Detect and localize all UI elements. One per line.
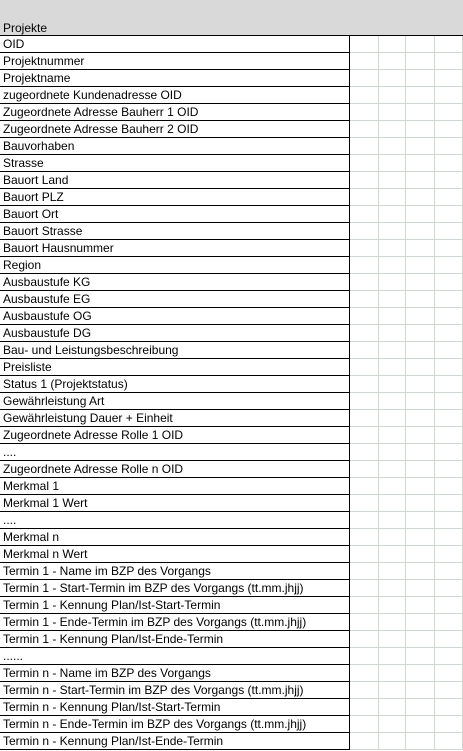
empty-cell[interactable] xyxy=(379,495,406,512)
table-cell[interactable]: Ausbaustufe DG xyxy=(0,325,350,342)
empty-cell[interactable] xyxy=(406,257,435,274)
empty-cell[interactable] xyxy=(435,733,463,750)
empty-cell[interactable] xyxy=(406,155,435,172)
empty-cell[interactable] xyxy=(406,597,435,614)
table-cell[interactable]: Bauort PLZ xyxy=(0,189,350,206)
empty-cell[interactable] xyxy=(379,631,406,648)
empty-cell[interactable] xyxy=(379,189,406,206)
empty-cell[interactable] xyxy=(435,665,463,682)
empty-cell[interactable] xyxy=(406,189,435,206)
table-cell[interactable]: .... xyxy=(0,444,350,461)
empty-cell[interactable] xyxy=(379,274,406,291)
empty-cell[interactable] xyxy=(350,546,379,563)
table-cell[interactable]: Projektname xyxy=(0,70,350,87)
empty-cell[interactable] xyxy=(379,53,406,70)
empty-cell[interactable] xyxy=(406,495,435,512)
empty-cell[interactable] xyxy=(435,291,463,308)
empty-cell[interactable] xyxy=(406,70,435,87)
table-cell[interactable]: Zugeordnete Adresse Bauherr 2 OID xyxy=(0,121,350,138)
empty-cell[interactable] xyxy=(435,631,463,648)
header-cell-projekte[interactable]: Projekte xyxy=(3,21,48,35)
table-row xyxy=(0,291,463,308)
empty-cell[interactable] xyxy=(435,597,463,614)
empty-cell[interactable] xyxy=(350,291,379,308)
empty-cell[interactable] xyxy=(435,274,463,291)
empty-cell[interactable] xyxy=(406,563,435,580)
table-cell[interactable]: Termin 1 - Start-Termin im BZP des Vorgangs (tt.mm.jhjj) xyxy=(0,580,350,597)
empty-cell[interactable] xyxy=(435,376,463,393)
empty-cell[interactable] xyxy=(379,206,406,223)
table-row xyxy=(0,631,463,648)
table-cell[interactable]: Termin n - Name im BZP des Vorgangs xyxy=(0,665,350,682)
empty-cell[interactable] xyxy=(379,478,406,495)
empty-cell[interactable] xyxy=(435,682,463,699)
empty-cell[interactable] xyxy=(406,665,435,682)
empty-cell[interactable] xyxy=(379,546,406,563)
empty-cell[interactable] xyxy=(350,104,379,121)
empty-cell[interactable] xyxy=(379,121,406,138)
table-row xyxy=(0,223,463,240)
empty-cell[interactable] xyxy=(435,121,463,138)
empty-cell[interactable] xyxy=(406,87,435,104)
table-row xyxy=(0,733,463,750)
table-row xyxy=(0,53,463,70)
empty-cell[interactable] xyxy=(406,172,435,189)
table-row xyxy=(0,257,463,274)
empty-cell[interactable] xyxy=(350,716,379,733)
empty-cell[interactable] xyxy=(379,648,406,665)
empty-cell[interactable] xyxy=(406,529,435,546)
empty-cell[interactable] xyxy=(350,580,379,597)
empty-cell[interactable] xyxy=(379,699,406,716)
empty-cell[interactable] xyxy=(435,716,463,733)
table-row xyxy=(0,274,463,291)
empty-cell[interactable] xyxy=(406,36,435,53)
empty-cell[interactable] xyxy=(406,325,435,342)
table-row xyxy=(0,393,463,410)
empty-cell[interactable] xyxy=(435,478,463,495)
empty-cell[interactable] xyxy=(350,36,379,53)
empty-cell[interactable] xyxy=(406,308,435,325)
empty-cell[interactable] xyxy=(406,427,435,444)
table-cell[interactable]: Bauort Land xyxy=(0,172,350,189)
table-row xyxy=(0,325,463,342)
empty-cell[interactable] xyxy=(435,546,463,563)
empty-cell[interactable] xyxy=(350,342,379,359)
empty-cell[interactable] xyxy=(435,529,463,546)
empty-cell[interactable] xyxy=(350,376,379,393)
empty-cell[interactable] xyxy=(350,257,379,274)
table-cell[interactable]: Region xyxy=(0,257,350,274)
empty-cell[interactable] xyxy=(350,427,379,444)
table-cell[interactable]: Merkmal n Wert xyxy=(0,546,350,563)
empty-cell[interactable] xyxy=(379,512,406,529)
table-cell[interactable]: Termin 1 - Kennung Plan/Ist-Ende-Termin xyxy=(0,631,350,648)
empty-cell[interactable] xyxy=(379,427,406,444)
empty-cell[interactable] xyxy=(435,359,463,376)
empty-cell[interactable] xyxy=(435,36,463,53)
empty-cell[interactable] xyxy=(435,257,463,274)
table-cell[interactable]: Termin n - Kennung Plan/Ist-Start-Termin xyxy=(0,699,350,716)
empty-cell[interactable] xyxy=(435,325,463,342)
table-row xyxy=(0,359,463,376)
empty-cell[interactable] xyxy=(350,189,379,206)
empty-cell[interactable] xyxy=(379,393,406,410)
table-cell[interactable]: Merkmal n xyxy=(0,529,350,546)
table-row xyxy=(0,699,463,716)
empty-cell[interactable] xyxy=(379,614,406,631)
table-row xyxy=(0,36,463,53)
table-row xyxy=(0,529,463,546)
empty-cell[interactable] xyxy=(379,308,406,325)
empty-cell[interactable] xyxy=(406,631,435,648)
table-row xyxy=(0,87,463,104)
empty-cell[interactable] xyxy=(379,291,406,308)
table-row xyxy=(0,716,463,733)
table-cell[interactable]: OID xyxy=(0,36,350,53)
table-cell[interactable]: Bauort Strasse xyxy=(0,223,350,240)
empty-cell[interactable] xyxy=(379,36,406,53)
empty-cell[interactable] xyxy=(350,138,379,155)
table-cell[interactable]: Termin 1 - Name im BZP des Vorgangs xyxy=(0,563,350,580)
table-cell[interactable]: Termin 1 - Kennung Plan/Ist-Start-Termin xyxy=(0,597,350,614)
empty-cell[interactable] xyxy=(406,546,435,563)
empty-cell[interactable] xyxy=(435,104,463,121)
empty-cell[interactable] xyxy=(435,444,463,461)
table-row xyxy=(0,138,463,155)
table-row xyxy=(0,546,463,563)
table-cell[interactable]: Bauvorhaben xyxy=(0,138,350,155)
empty-cell[interactable] xyxy=(379,325,406,342)
empty-cell[interactable] xyxy=(435,206,463,223)
table-cell[interactable]: Bauort Hausnummer xyxy=(0,240,350,257)
table-row xyxy=(0,682,463,699)
empty-cell[interactable] xyxy=(379,580,406,597)
empty-cell[interactable] xyxy=(435,495,463,512)
empty-cell[interactable] xyxy=(350,121,379,138)
empty-cell[interactable] xyxy=(379,376,406,393)
table-cell[interactable]: .... xyxy=(0,512,350,529)
empty-cell[interactable] xyxy=(406,733,435,750)
empty-cell[interactable] xyxy=(406,342,435,359)
empty-cell[interactable] xyxy=(350,53,379,70)
table-row xyxy=(0,189,463,206)
empty-cell[interactable] xyxy=(379,223,406,240)
empty-cell[interactable] xyxy=(435,240,463,257)
empty-cell[interactable] xyxy=(350,563,379,580)
table-row xyxy=(0,461,463,478)
empty-cell[interactable] xyxy=(379,444,406,461)
empty-cell[interactable] xyxy=(350,597,379,614)
empty-cell[interactable] xyxy=(406,121,435,138)
table-cell[interactable]: Merkmal 1 Wert xyxy=(0,495,350,512)
empty-cell[interactable] xyxy=(350,733,379,750)
table-row xyxy=(0,444,463,461)
empty-cell[interactable] xyxy=(406,376,435,393)
table-row xyxy=(0,308,463,325)
empty-cell[interactable] xyxy=(435,70,463,87)
empty-cell[interactable] xyxy=(379,87,406,104)
table-row xyxy=(0,376,463,393)
table-cell[interactable]: Ausbaustufe OG xyxy=(0,308,350,325)
empty-cell[interactable] xyxy=(379,665,406,682)
table-cell[interactable]: Termin n - Ende-Termin im BZP des Vorgangs (tt.mm.jhjj) xyxy=(0,716,350,733)
rows-container xyxy=(0,36,463,750)
empty-cell[interactable] xyxy=(379,172,406,189)
table-row xyxy=(0,648,463,665)
empty-cell[interactable] xyxy=(406,699,435,716)
empty-cell[interactable] xyxy=(350,172,379,189)
empty-cell[interactable] xyxy=(435,189,463,206)
table-cell[interactable]: Zugeordnete Adresse Rolle 1 OID xyxy=(0,427,350,444)
empty-cell[interactable] xyxy=(406,580,435,597)
table-row xyxy=(0,155,463,172)
empty-cell[interactable] xyxy=(350,682,379,699)
empty-cell[interactable] xyxy=(406,359,435,376)
empty-cell[interactable] xyxy=(435,648,463,665)
empty-cell[interactable] xyxy=(379,716,406,733)
empty-cell[interactable] xyxy=(350,393,379,410)
empty-cell[interactable] xyxy=(350,308,379,325)
table-row xyxy=(0,478,463,495)
empty-cell[interactable] xyxy=(406,410,435,427)
empty-cell[interactable] xyxy=(406,614,435,631)
table-row xyxy=(0,665,463,682)
table-row xyxy=(0,563,463,580)
table-row xyxy=(0,597,463,614)
empty-cell[interactable] xyxy=(435,308,463,325)
empty-cell[interactable] xyxy=(406,512,435,529)
empty-cell[interactable] xyxy=(379,104,406,121)
empty-cell[interactable] xyxy=(406,274,435,291)
empty-cell[interactable] xyxy=(379,240,406,257)
table-cell[interactable]: Gewährleistung Art xyxy=(0,393,350,410)
empty-cell[interactable] xyxy=(350,206,379,223)
empty-cell[interactable] xyxy=(406,223,435,240)
empty-cell[interactable] xyxy=(435,512,463,529)
empty-cell[interactable] xyxy=(406,206,435,223)
empty-cell[interactable] xyxy=(406,461,435,478)
empty-cell[interactable] xyxy=(406,393,435,410)
empty-cell[interactable] xyxy=(406,478,435,495)
header-row xyxy=(0,19,463,36)
empty-cell[interactable] xyxy=(435,410,463,427)
table-cell[interactable]: Gewährleistung Dauer + Einheit xyxy=(0,410,350,427)
empty-cell[interactable] xyxy=(406,716,435,733)
empty-cell[interactable] xyxy=(435,155,463,172)
table-row xyxy=(0,206,463,223)
table-row xyxy=(0,410,463,427)
table-row xyxy=(0,121,463,138)
empty-cell[interactable] xyxy=(350,461,379,478)
empty-cell[interactable] xyxy=(379,155,406,172)
empty-cell[interactable] xyxy=(435,614,463,631)
empty-cell[interactable] xyxy=(406,138,435,155)
table-row xyxy=(0,172,463,189)
table-row xyxy=(0,342,463,359)
empty-cell[interactable] xyxy=(406,648,435,665)
table-row xyxy=(0,427,463,444)
empty-cell[interactable] xyxy=(435,580,463,597)
empty-cell[interactable] xyxy=(379,529,406,546)
table-cell[interactable]: Projektnummer xyxy=(0,53,350,70)
empty-cell[interactable] xyxy=(435,461,463,478)
empty-cell[interactable] xyxy=(379,597,406,614)
empty-cell[interactable] xyxy=(435,563,463,580)
empty-cell[interactable] xyxy=(379,342,406,359)
empty-cell[interactable] xyxy=(350,240,379,257)
table-cell[interactable]: Bauort Ort xyxy=(0,206,350,223)
table-row xyxy=(0,240,463,257)
empty-cell[interactable] xyxy=(406,291,435,308)
empty-cell[interactable] xyxy=(350,631,379,648)
table-row xyxy=(0,70,463,87)
empty-cell[interactable] xyxy=(350,410,379,427)
empty-cell[interactable] xyxy=(379,257,406,274)
table-row xyxy=(0,580,463,597)
table-cell[interactable]: Zugeordnete Adresse Bauherr 1 OID xyxy=(0,104,350,121)
empty-cell[interactable] xyxy=(379,138,406,155)
empty-cell[interactable] xyxy=(350,614,379,631)
empty-cell[interactable] xyxy=(350,359,379,376)
empty-cell[interactable] xyxy=(406,53,435,70)
empty-cell[interactable] xyxy=(435,393,463,410)
table-cell[interactable]: Preisliste xyxy=(0,359,350,376)
table-cell[interactable]: Ausbaustufe EG xyxy=(0,291,350,308)
empty-cell[interactable] xyxy=(379,410,406,427)
empty-cell[interactable] xyxy=(350,512,379,529)
empty-cell[interactable] xyxy=(350,223,379,240)
table-cell[interactable]: Termin 1 - Ende-Termin im BZP des Vorgangs (tt.mm.jhjj) xyxy=(0,614,350,631)
table-cell[interactable]: Status 1 (Projektstatus) xyxy=(0,376,350,393)
empty-cell[interactable] xyxy=(435,138,463,155)
empty-cell[interactable] xyxy=(435,53,463,70)
table-cell[interactable]: Bau- und Leistungsbeschreibung xyxy=(0,342,350,359)
table-cell[interactable]: Zugeordnete Adresse Rolle n OID xyxy=(0,461,350,478)
empty-cell[interactable] xyxy=(435,699,463,716)
empty-cell[interactable] xyxy=(350,325,379,342)
table-row xyxy=(0,495,463,512)
empty-cell[interactable] xyxy=(350,665,379,682)
empty-cell[interactable] xyxy=(350,274,379,291)
empty-cell[interactable] xyxy=(406,444,435,461)
empty-cell[interactable] xyxy=(406,104,435,121)
empty-cell[interactable] xyxy=(406,682,435,699)
empty-cell[interactable] xyxy=(435,223,463,240)
table-cell[interactable]: Strasse xyxy=(0,155,350,172)
table-cell[interactable]: Termin n - Start-Termin im BZP des Vorgangs (tt.mm.jhjj) xyxy=(0,682,350,699)
empty-cell[interactable] xyxy=(435,172,463,189)
empty-cell[interactable] xyxy=(379,682,406,699)
table-row xyxy=(0,104,463,121)
table-cell[interactable]: Termin n - Kennung Plan/Ist-Ende-Termin xyxy=(0,733,350,750)
empty-cell[interactable] xyxy=(435,427,463,444)
empty-cell[interactable] xyxy=(350,495,379,512)
table-cell[interactable]: Ausbaustufe KG xyxy=(0,274,350,291)
empty-cell[interactable] xyxy=(379,563,406,580)
empty-cell[interactable] xyxy=(435,87,463,104)
empty-cell[interactable] xyxy=(350,478,379,495)
empty-cell[interactable] xyxy=(379,733,406,750)
empty-cell[interactable] xyxy=(379,461,406,478)
empty-cell[interactable] xyxy=(350,87,379,104)
empty-cell[interactable] xyxy=(435,342,463,359)
table-cell[interactable]: zugeordnete Kundenadresse OID xyxy=(0,87,350,104)
empty-cell[interactable] xyxy=(350,70,379,87)
empty-cell[interactable] xyxy=(350,699,379,716)
table-cell[interactable]: Merkmal 1 xyxy=(0,478,350,495)
empty-cell[interactable] xyxy=(379,70,406,87)
table-row xyxy=(0,614,463,631)
empty-cell[interactable] xyxy=(350,444,379,461)
empty-cell[interactable] xyxy=(350,529,379,546)
empty-cell[interactable] xyxy=(379,359,406,376)
empty-cell[interactable] xyxy=(406,240,435,257)
table-row xyxy=(0,512,463,529)
toolbar-band xyxy=(0,0,463,19)
empty-cell[interactable] xyxy=(350,155,379,172)
empty-cell[interactable] xyxy=(350,648,379,665)
table-cell[interactable]: ...... xyxy=(0,648,350,665)
